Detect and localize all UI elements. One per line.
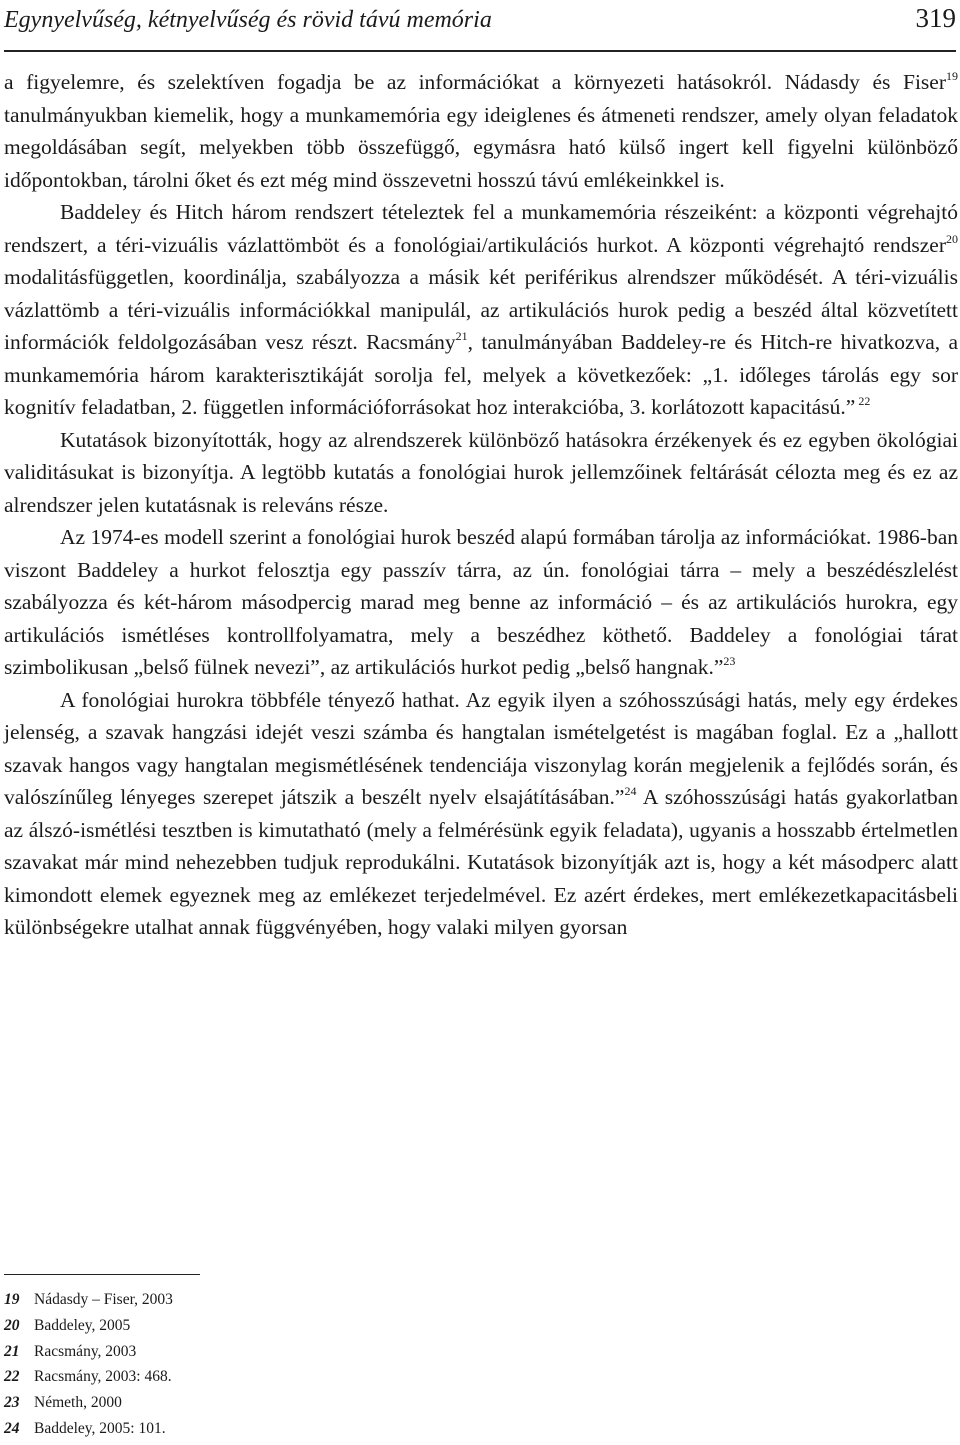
running-header — [4, 0, 956, 52]
footnote-reference: 21 — [455, 329, 468, 343]
footnote-text: Racsmány, 2003: 468. — [34, 1368, 172, 1386]
paragraph — [4, 684, 958, 944]
footnote-text: Németh, 2000 — [34, 1394, 122, 1412]
paragraph — [4, 521, 958, 684]
footnote-text: Baddeley, 2005 — [34, 1316, 131, 1334]
text-run: A szóhosszúsági hatás gyakorlatban az álszó-ismétlési tesztben is kimutatható (mely a felmérésünk egyik feladata), ugyanis a hosszabb értelmetlen szavakat már mind nehezebben tudjuk reprodukálni. Kutatások bizonyítják azt is, hogy a két másodperc alatt kimondott elemek egyeznek meg az emlékezet terjedelmével. Ez azért érdekes, mert emlékezetkapacitásbeli különbségekre utalhat annak függvényében, hogy valaki milyen gyorsan — [4, 785, 959, 939]
paragraph — [4, 196, 958, 424]
body-text — [4, 66, 958, 944]
footnote-text: Baddeley, 2005: 101. — [34, 1419, 166, 1437]
text-run: a figyelemre, és szelektíven fogadja be az információkat a környezeti hatásokról. Nádasdy és Fiser — [4, 70, 946, 94]
footnote — [4, 1364, 604, 1390]
footnote-reference: 20 — [946, 231, 958, 246]
paragraph — [4, 424, 958, 522]
text-run: modalitásfüggetlen, koordinálja, szabályozza a másik két periférikus alrendszer működését. A téri-vizuális vázlattömb a téri-vizuális információkkal manipulál, az artikulációs hurok pedig a beszéd által közvetített információk feldolgozásában vesz részt. Racsmány — [4, 265, 958, 354]
footnote — [4, 1416, 604, 1442]
text-run: Kutatások bizonyították, hogy az alrendszerek különböző hatásokra érzékenyek és ez egyben ökológiai validitásukat is bizonyítja. A legtöbb kutatás a fonológiai hurok jellemzőinek feltárását célozta meg és ez az alrendszer jelen kutatásnak is releváns része. — [4, 427, 958, 517]
footnote-number: 20 — [4, 1316, 20, 1334]
footnote-reference: 24 — [624, 784, 637, 798]
text-run: tanulmányukban kiemelik, hogy a munkamemória egy ideiglenes és átmeneti rendszer, amely olyan feladatok megoldásában segít, melyekben több összefüggő, egymásra ható külső ingert kell figyelni különböző időpontokban, tárolni őket és ezt még mind összevetni hosszú távú emlékeinkkel is. — [4, 102, 958, 192]
footnote — [4, 1287, 604, 1313]
footnote-reference: 23 — [723, 654, 736, 668]
running-title: Egynyelvűség, kétnyelvűség és rövid távú memória — [4, 7, 492, 33]
footnote-number: 23 — [4, 1394, 20, 1412]
footnote-text: Racsmány, 2003 — [34, 1342, 137, 1360]
footnote-number: 19 — [4, 1291, 20, 1308]
footnotes — [4, 1287, 604, 1442]
footnote-text: Nádasdy – Fiser, 2003 — [34, 1291, 173, 1308]
footnote — [4, 1313, 604, 1339]
text-run: Az 1974-es modell szerint a fonológiai hurok beszéd alapú formában tárolja az információkat. 1986-ban viszont Baddeley a hurkot felosztja egy passzív tárra, az ún. fonológiai tárra – mely a beszédészlelést szabályozza és két-három másodpercig marad meg benne az információ – és az artikulációs hurokra, egy artikulációs ismétléses kontrollfolyamatra, mely a beszédhez köthető. Baddeley a fonológiai tárat szimbolikusan „belső fülnek nevezi”, az artikulációs hurkot pedig „belső hangnak.” — [4, 525, 958, 679]
footnote-number: 24 — [4, 1419, 20, 1437]
footnote-number: 22 — [4, 1368, 20, 1386]
text-run: , tanulmányában Baddeley-re és Hitch-re hivatkozva, a munkamemória három karakterisztikáját sorolja fel, melyek a következőek: „1. időleges tárolás egy sor kognitív feladatban, 2. független információforrásokat hoz interakcióba, 3. korlátozott kapacitású.” — [4, 330, 958, 419]
footnote-reference: 19 — [946, 69, 958, 83]
text-run: A fonológiai hurokra többféle tényező hathat. Az egyik ilyen a szóhosszúsági hatás, mely egy érdekes jelenség, a szavak hangzási idejét veszi számba és hangtalan ismételgetést is magában foglal. Ez a „hallott szavak hangos vagy hangtalan megismétlésének tendenciája viszonylag korán megjelenik a fejlődés során, és valószínűleg lényeges szerepet játszik a beszélt nyelv elsajátításában.” — [4, 687, 958, 809]
footnote-reference: 22 — [855, 394, 871, 408]
paragraph — [4, 66, 958, 196]
footnote — [4, 1339, 604, 1365]
page-number: 319 — [915, 3, 956, 33]
footnote-number: 21 — [4, 1342, 20, 1360]
text-run: Baddeley és Hitch három rendszert tételeztek fel a munkamemória részeiként: a központi végrehajtó rendszert, a téri-vizuális vázlattömböt és a fonológiai/artikulációs hurkot. A központi végrehajtó rendszer — [4, 200, 958, 257]
footnote — [4, 1390, 604, 1416]
footnote-separator — [4, 1274, 200, 1275]
